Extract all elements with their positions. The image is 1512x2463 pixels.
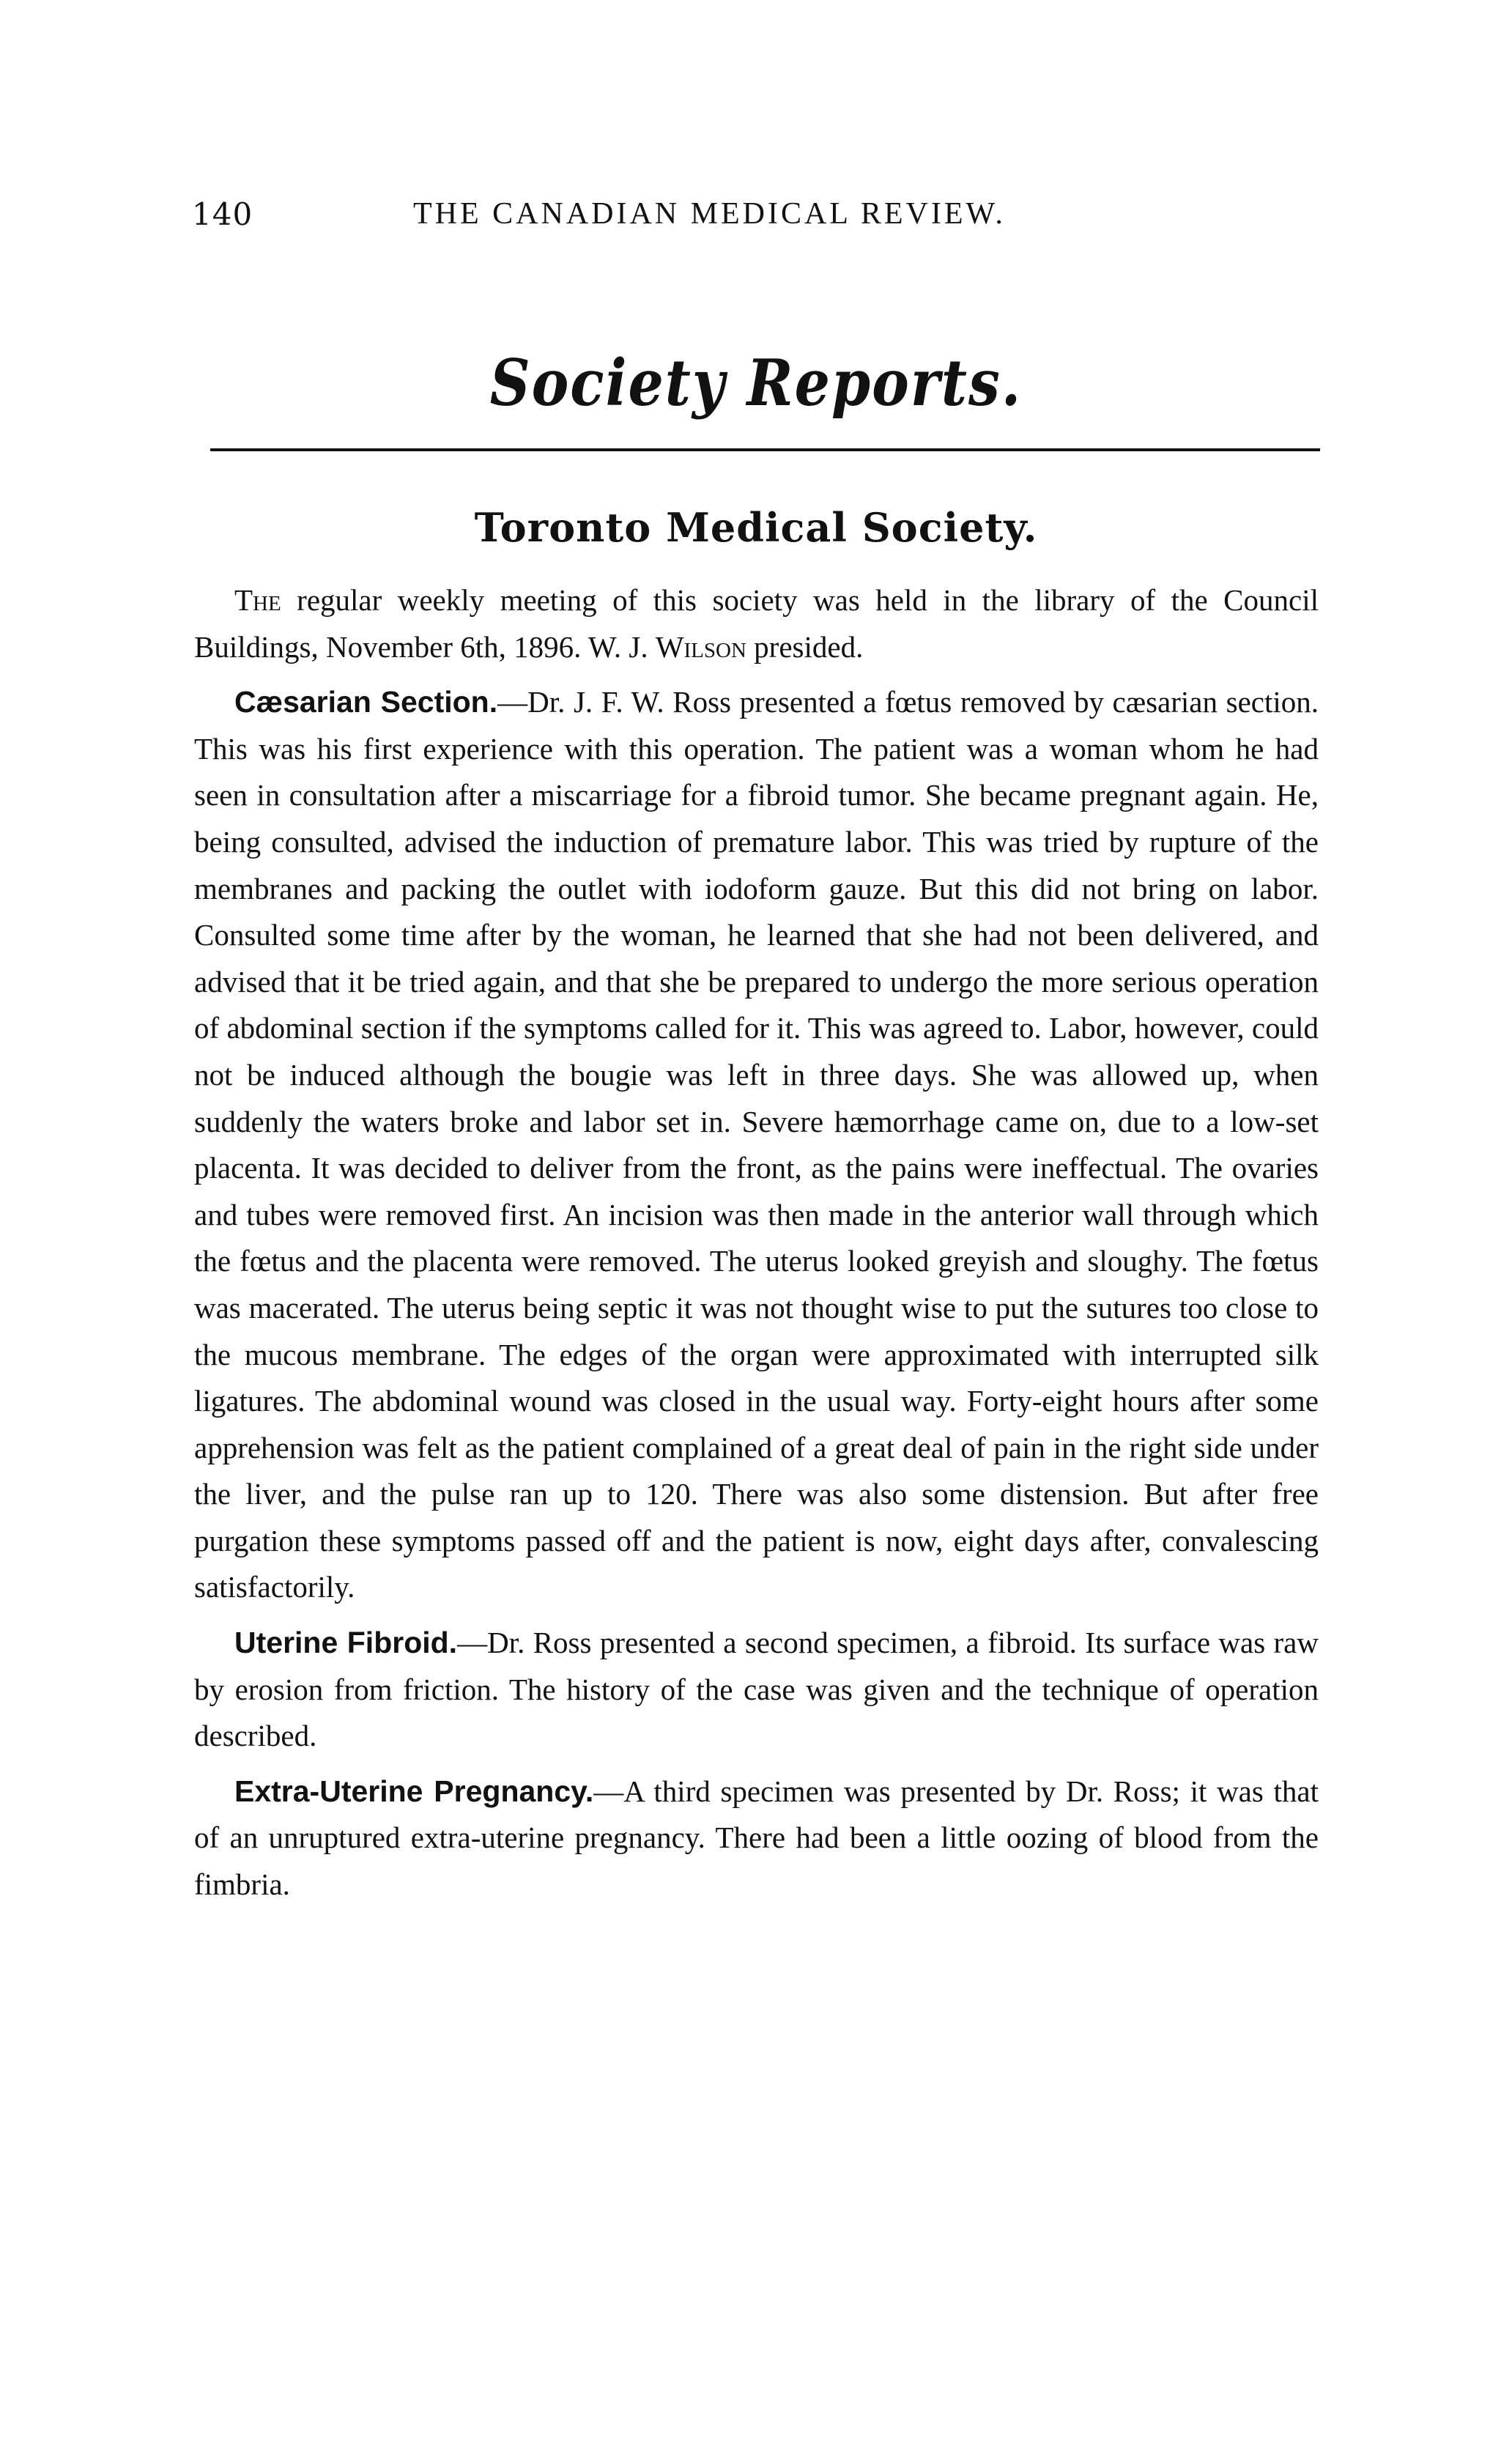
run-in-heading: Cæsarian Section. <box>234 685 498 719</box>
section-title: Society Reports. <box>489 345 1023 421</box>
section-paragraph-extra-uterine <box>194 1768 1319 1908</box>
journal-title: THE CANADIAN MEDICAL REVIEW. <box>413 197 1006 231</box>
em-dash: — <box>497 685 528 719</box>
article-body <box>194 577 1319 1917</box>
running-head <box>192 196 1320 240</box>
paragraph-text: Dr. Ross presented a second specimen, a fibroid. Its surface was raw by erosion from friction. The history of the case was given and the technique of operation described. <box>194 1626 1319 1753</box>
page-number: 140 <box>192 196 253 232</box>
section-divider-rule <box>210 448 1320 451</box>
section-paragraph-caesarian <box>194 679 1319 1611</box>
em-dash: — <box>593 1774 624 1808</box>
article-title: Toronto Medical Society. <box>474 504 1038 551</box>
president-name: Wilson <box>655 629 746 664</box>
run-in-heading: Uterine Fibroid. <box>234 1626 458 1660</box>
paragraph-text: Dr. J. F. W. Ross presented a fœtus removed by cæsarian section. This was his first experience with this operation. The patient was a woman whom he had seen in consultation after a miscarriage for a fibroid tumor. She became pregnant again. He, being consulted, advised the induction of premature labor. This was tried by rupture of the membranes and packing the outlet with iodoform gauze. But this did not bring on labor. Consulted some time after by the woman, he learned that she had not been delivered, and advised that it be tried again, and that she be prepared to undergo the more serious operation of abdominal section if the symptoms called for it. This was agreed to. Labor, however, could not be induced although the bougie was left in three days. She was allowed up, when suddenly the waters broke and labor set in. Severe hæmorrhage came on, due to a low-set placenta. It was decided to deliver from the front, as the pains were ineffectual. The ovaries and tubes were removed first. An incision was then made in the anterior wall through which the fœtus and the placenta were removed. The uterus looked greyish and sloughy. The fœtus was macerated. The uterus being septic it was not thought wise to put the sutures too close to the mucous membrane. The edges of the organ were approximated with interrupted silk ligatures. The abdominal wound was closed in the usual way. Forty-eight hours after some apprehension was felt as the patient complained of a great deal of pain in the right side under the liver, and the pulse ran up to 120. There was also some distension. But after free purgation these symptoms passed off and the patient is now, eight days after, convalescing satisfactorily. <box>194 685 1319 1604</box>
em-dash: — <box>457 1626 488 1660</box>
intro-paragraph <box>194 577 1319 670</box>
paragraph-text: A third specimen was presented by Dr. Ross; it was that of an unruptured extra-uterine pregnancy. There had been a little oozing of blood from the fimbria. <box>194 1774 1319 1902</box>
intro-lead-word: The <box>234 583 281 617</box>
intro-text-2: presided. <box>746 629 864 664</box>
run-in-heading: Extra-Uterine Pregnancy. <box>234 1774 594 1808</box>
intro-text-1: regular weekly meeting of this society was held in the library of the Council Buildings, November 6th, 1896. W. J. <box>194 583 1319 664</box>
section-paragraph-fibroid <box>194 1620 1319 1760</box>
